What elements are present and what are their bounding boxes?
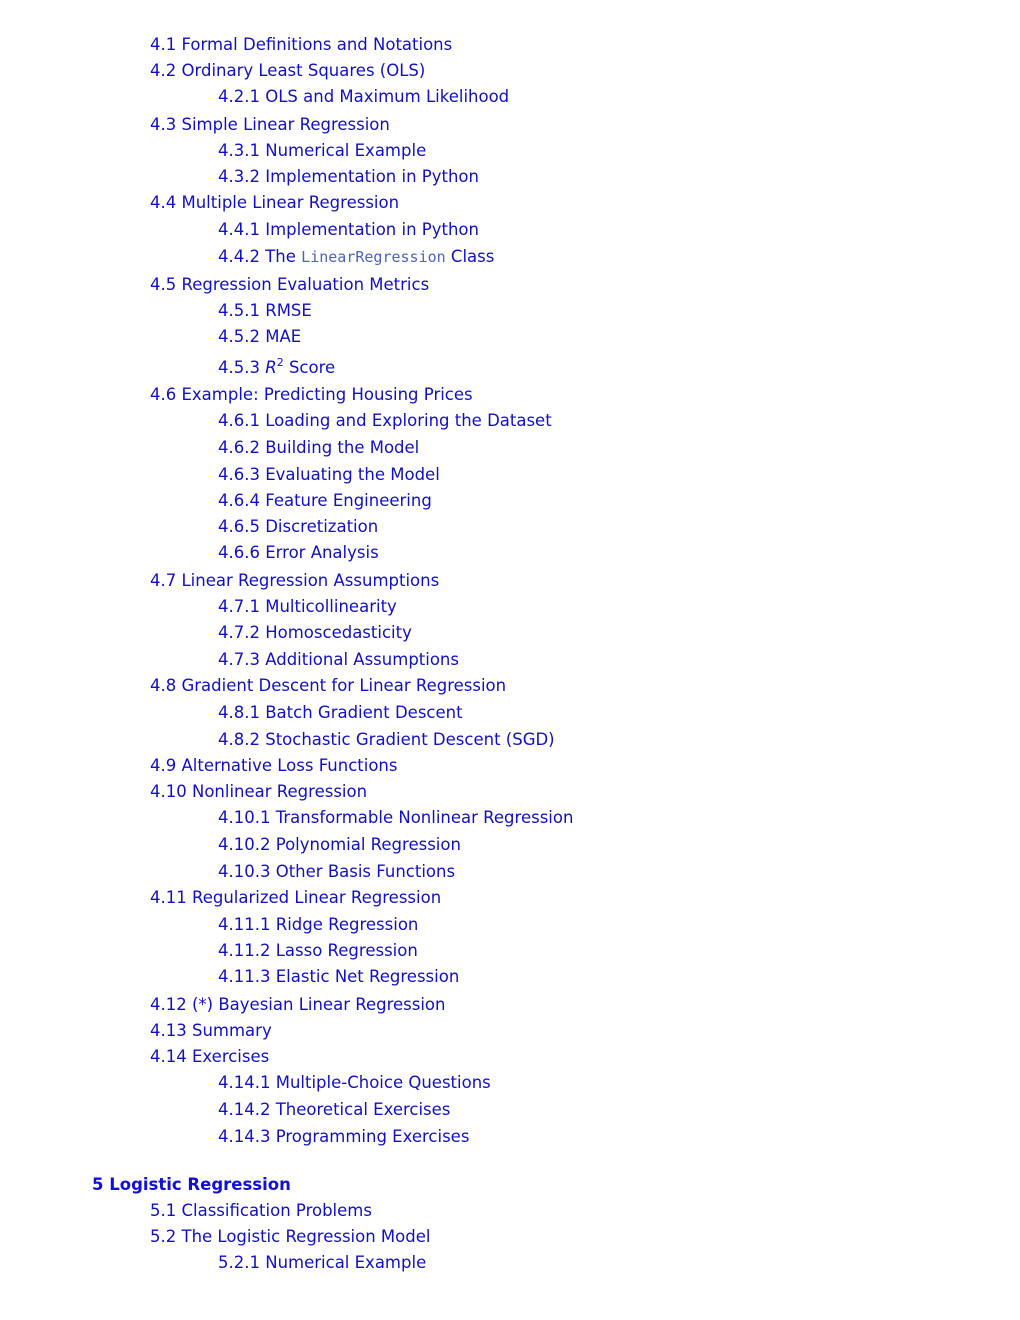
toc-entry-4-11-2[interactable]: 4.11.2 Lasso Regression bbox=[218, 941, 418, 960]
toc-entry-4-6-4[interactable]: 4.6.4 Feature Engineering bbox=[218, 491, 432, 510]
toc-entry-4-8[interactable]: 4.8 Gradient Descent for Linear Regression bbox=[150, 676, 507, 695]
code-span: LinearRegression bbox=[301, 248, 446, 266]
toc-entry-4-5-3[interactable] bbox=[218, 357, 335, 379]
toc-entry-4-5[interactable]: 4.5 Regression Evaluation Metrics bbox=[150, 275, 430, 294]
toc-entry-4-6-3[interactable]: 4.6.3 Evaluating the Model bbox=[218, 465, 440, 484]
toc-entry-4-14-3[interactable]: 4.14.3 Programming Exercises bbox=[218, 1127, 470, 1146]
toc-entry-4-2[interactable]: 4.2 Ordinary Least Squares (OLS) bbox=[150, 61, 426, 80]
toc-entry-4-7-2[interactable]: 4.7.2 Homoscedasticity bbox=[218, 623, 412, 642]
toc-entry-4-9[interactable]: 4.9 Alternative Loss Functions bbox=[150, 756, 398, 775]
toc-entry-prefix: 4.5.3 bbox=[218, 358, 266, 377]
toc-entry-4-10-1[interactable]: 4.10.1 Transformable Nonlinear Regression bbox=[218, 808, 574, 827]
toc-entry-4-8-1[interactable]: 4.8.1 Batch Gradient Descent bbox=[218, 703, 463, 722]
toc-entry-4-14-1[interactable]: 4.14.1 Multiple-Choice Questions bbox=[218, 1073, 491, 1092]
toc-entry-4-5-1[interactable]: 4.5.1 RMSE bbox=[218, 301, 312, 320]
toc-entry-4-14-2[interactable]: 4.14.2 Theoretical Exercises bbox=[218, 1100, 451, 1119]
toc-entry-4-10-2[interactable]: 4.10.2 Polynomial Regression bbox=[218, 835, 461, 854]
toc-entry-4-8-2[interactable]: 4.8.2 Stochastic Gradient Descent (SGD) bbox=[218, 730, 555, 749]
toc-entry-4-6-6[interactable]: 4.6.6 Error Analysis bbox=[218, 543, 379, 562]
toc-entry-4-4-2[interactable] bbox=[218, 246, 494, 268]
toc-entry-suffix: Score bbox=[283, 358, 336, 377]
toc-entry-4-6-1[interactable]: 4.6.1 Loading and Exploring the Dataset bbox=[218, 411, 552, 430]
toc-entry-suffix: Class bbox=[445, 247, 495, 266]
toc-entry-4-7[interactable]: 4.7 Linear Regression Assumptions bbox=[150, 571, 440, 590]
toc-entry-4-11-3[interactable]: 4.11.3 Elastic Net Regression bbox=[218, 967, 460, 986]
toc-entry-4-10[interactable]: 4.10 Nonlinear Regression bbox=[150, 782, 368, 801]
toc-entry-4-11-1[interactable]: 4.11.1 Ridge Regression bbox=[218, 915, 419, 934]
toc-entry-4-4[interactable]: 4.4 Multiple Linear Regression bbox=[150, 193, 400, 212]
math-superscript: 2 bbox=[276, 356, 284, 369]
toc-entry-5-1[interactable]: 5.1 Classification Problems bbox=[150, 1201, 372, 1220]
toc-entry-4-7-3[interactable]: 4.7.3 Additional Assumptions bbox=[218, 650, 459, 669]
toc-chapter-5[interactable]: 5 Logistic Regression bbox=[92, 1175, 291, 1194]
toc-entry-4-6-2[interactable]: 4.6.2 Building the Model bbox=[218, 438, 420, 457]
toc-entry-4-3-1[interactable]: 4.3.1 Numerical Example bbox=[218, 141, 427, 160]
math-symbol: R bbox=[265, 358, 277, 377]
toc-entry-4-6[interactable]: 4.6 Example: Predicting Housing Prices bbox=[150, 385, 473, 404]
toc-entry-4-11[interactable]: 4.11 Regularized Linear Regression bbox=[150, 888, 442, 907]
toc-entry-4-6-5[interactable]: 4.6.5 Discretization bbox=[218, 517, 379, 536]
toc-entry-4-4-1[interactable]: 4.4.1 Implementation in Python bbox=[218, 220, 479, 239]
toc-entry-5-2[interactable]: 5.2 The Logistic Regression Model bbox=[150, 1227, 431, 1246]
toc-entry-4-10-3[interactable]: 4.10.3 Other Basis Functions bbox=[218, 862, 456, 881]
toc-entry-4-12[interactable]: 4.12 (*) Bayesian Linear Regression bbox=[150, 995, 446, 1014]
toc-entry-4-13[interactable]: 4.13 Summary bbox=[150, 1021, 272, 1040]
toc-entry-prefix: 4.4.2 The bbox=[218, 247, 302, 266]
toc-entry-4-14[interactable]: 4.14 Exercises bbox=[150, 1047, 270, 1066]
toc-entry-4-3[interactable]: 4.3 Simple Linear Regression bbox=[150, 115, 390, 134]
toc-entry-4-2-1[interactable]: 4.2.1 OLS and Maximum Likelihood bbox=[218, 87, 510, 106]
toc-entry-4-5-2[interactable]: 4.5.2 MAE bbox=[218, 327, 302, 346]
toc-entry-5-2-1[interactable]: 5.2.1 Numerical Example bbox=[218, 1253, 427, 1272]
toc-entry-4-1[interactable]: 4.1 Formal Definitions and Notations bbox=[150, 35, 453, 54]
toc-entry-4-7-1[interactable]: 4.7.1 Multicollinearity bbox=[218, 597, 397, 616]
toc-entry-4-3-2[interactable]: 4.3.2 Implementation in Python bbox=[218, 167, 479, 186]
